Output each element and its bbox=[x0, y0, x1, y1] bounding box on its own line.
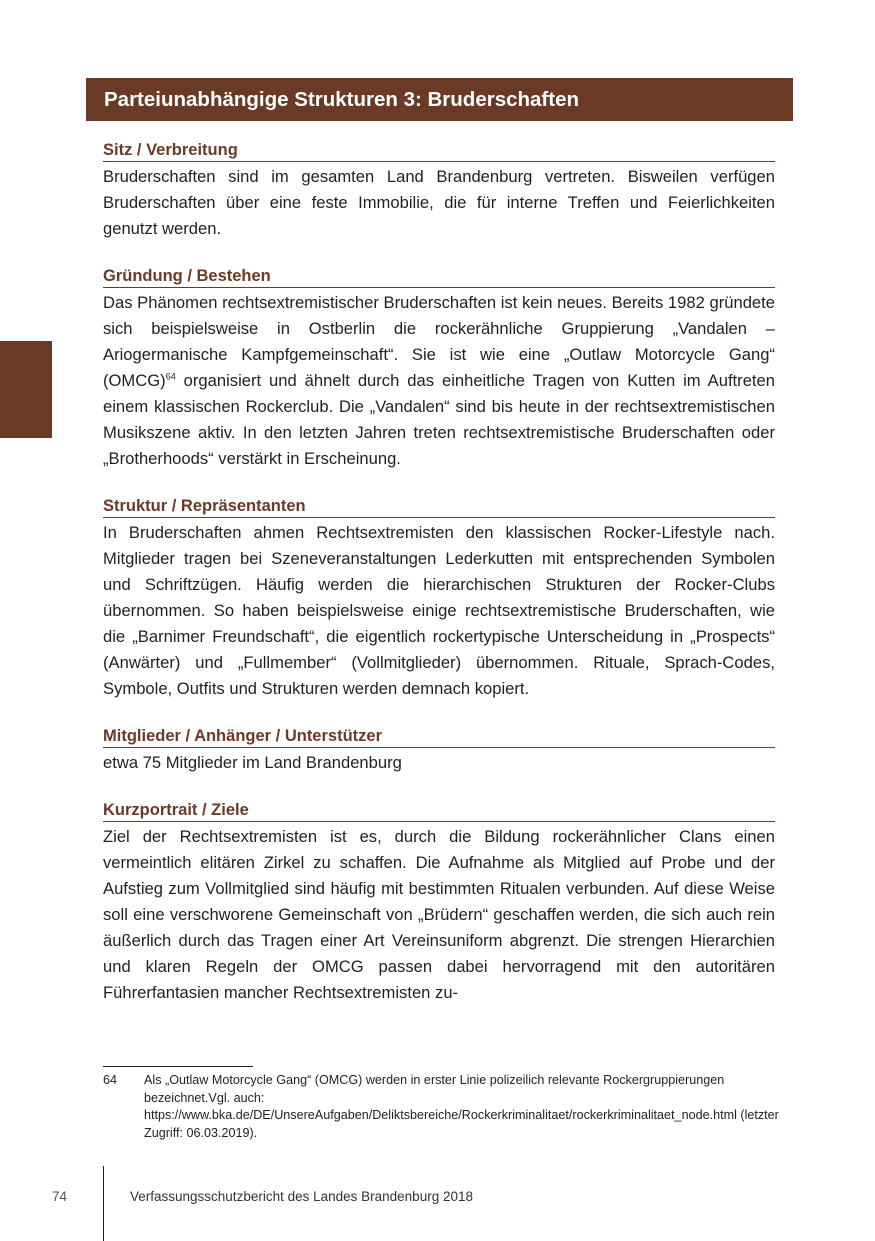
section-heading: Struktur / Repräsentanten bbox=[103, 496, 775, 518]
section-text bbox=[103, 290, 775, 472]
page-title: Parteiunabhängige Strukturen 3: Bruderschaften bbox=[86, 78, 793, 121]
section-text: etwa 75 Mitglieder im Land Brandenburg bbox=[103, 753, 402, 772]
section-kurzportrait-ziele bbox=[103, 800, 775, 1006]
section-heading: Sitz / Verbreitung bbox=[103, 140, 775, 162]
footnote-number: 64 bbox=[103, 1073, 118, 1087]
section-struktur-repraesentanten bbox=[103, 496, 775, 702]
footer-publication-title: Verfassungsschutzbericht des Landes Brandenburg 2018 bbox=[130, 1189, 473, 1204]
section-mitglieder bbox=[103, 726, 775, 776]
section-sitz-verbreitung bbox=[103, 140, 775, 242]
footnote-text: Als „Outlaw Motorcycle Gang“ (OMCG) werden in erster Linie polizeilich relevante Rockergruppierungen bezeichnet.Vgl. auch: https://www.bka.de/DE/UnsereAufgaben/Deliktsbereiche/Rockerkriminalitaet/rockerkriminalitaet_node.html (letzter Zugriff: 06.03.2019). bbox=[144, 1073, 779, 1140]
section-heading: Mitglieder / Anhänger / Unterstützer bbox=[103, 726, 775, 748]
section-heading: Kurzportrait / Ziele bbox=[103, 800, 775, 822]
section-heading: Gründung / Bestehen bbox=[103, 266, 775, 288]
section-text-part: Das Phänomen rechtsextremistischer Bruderschaften ist kein neues. Bereits 1982 gründete sich beispielsweise in Ostberlin die rockerähnliche Gruppierung „Vandalen – Ariogermanische Kampfgemeinschaft“. Sie ist wie eine „Outlaw Motorcycle Gang“ (OMCG) bbox=[103, 293, 775, 390]
footer-divider bbox=[103, 1166, 104, 1241]
section-text: In Bruderschaften ahmen Rechtsextremisten den klassischen Rocker-Lifestyle nach. Mitglieder tragen bei Szeneveranstaltungen Lederkutten mit entsprechenden Symbolen und Schriftzügen. Häufig werden die hierarchischen Strukturen der Rocker-Clubs übernommen. So haben beispielsweise einige rechtsextremistische Bruderschaften, wie die „Barnimer Freundschaft“, die eigentlich rockertypische Unterscheidung in „Prospects“ (Anwärter) und „Fullmember“ (Vollmitglieder) übernommen. Rituale, Sprach-Codes, Symbole, Outfits und Strukturen werden demnach kopiert. bbox=[103, 523, 775, 698]
section-text: Bruderschaften sind im gesamten Land Brandenburg vertreten. Bisweilen verfügen Bruderschaften über eine feste Immobilie, die für interne Treffen und Feierlichkeiten genutzt werden. bbox=[103, 167, 775, 238]
section-text-part: organisiert und ähnelt durch das einheitliche Tragen von Kutten im Auftreten einem klassischen Rockerclub. Die „Vandalen“ sind bis heute in der rechtsextremistischen Musikszene aktiv. In den letzten Jahren treten rechtsextremistische Bruderschaften oder „Brotherhoods“ verstärkt in Erscheinung. bbox=[103, 371, 775, 468]
page-number: 74 bbox=[52, 1189, 68, 1204]
footnote-divider bbox=[103, 1066, 253, 1067]
main-content bbox=[103, 140, 775, 1030]
footnote-reference[interactable]: 64 bbox=[165, 371, 176, 382]
section-text: Ziel der Rechtsextremisten ist es, durch die Bildung rockerähnlicher Clans einen vermeintlich elitären Zirkel zu schaffen. Die Aufnahme als Mitglied auf Probe und der Aufstieg zum Vollmitglied sind häufig mit bestimmten Ritualen verbunden. Auf diese Weise soll eine verschworene Gemeinschaft von „Brüdern“ geschaffen werden, die sich auch rein äußerlich durch das Tragen einer Art Vereinsuniform abgrenzt. Die strengen Hierarchien und klaren Regeln der OMCG passen dabei hervorragend mit den autoritären Führerfantasien mancher Rechtsextremisten zu- bbox=[103, 827, 775, 1002]
footnote bbox=[103, 1072, 783, 1142]
chapter-tab-marker bbox=[0, 341, 52, 438]
section-gruendung-bestehen bbox=[103, 266, 775, 472]
